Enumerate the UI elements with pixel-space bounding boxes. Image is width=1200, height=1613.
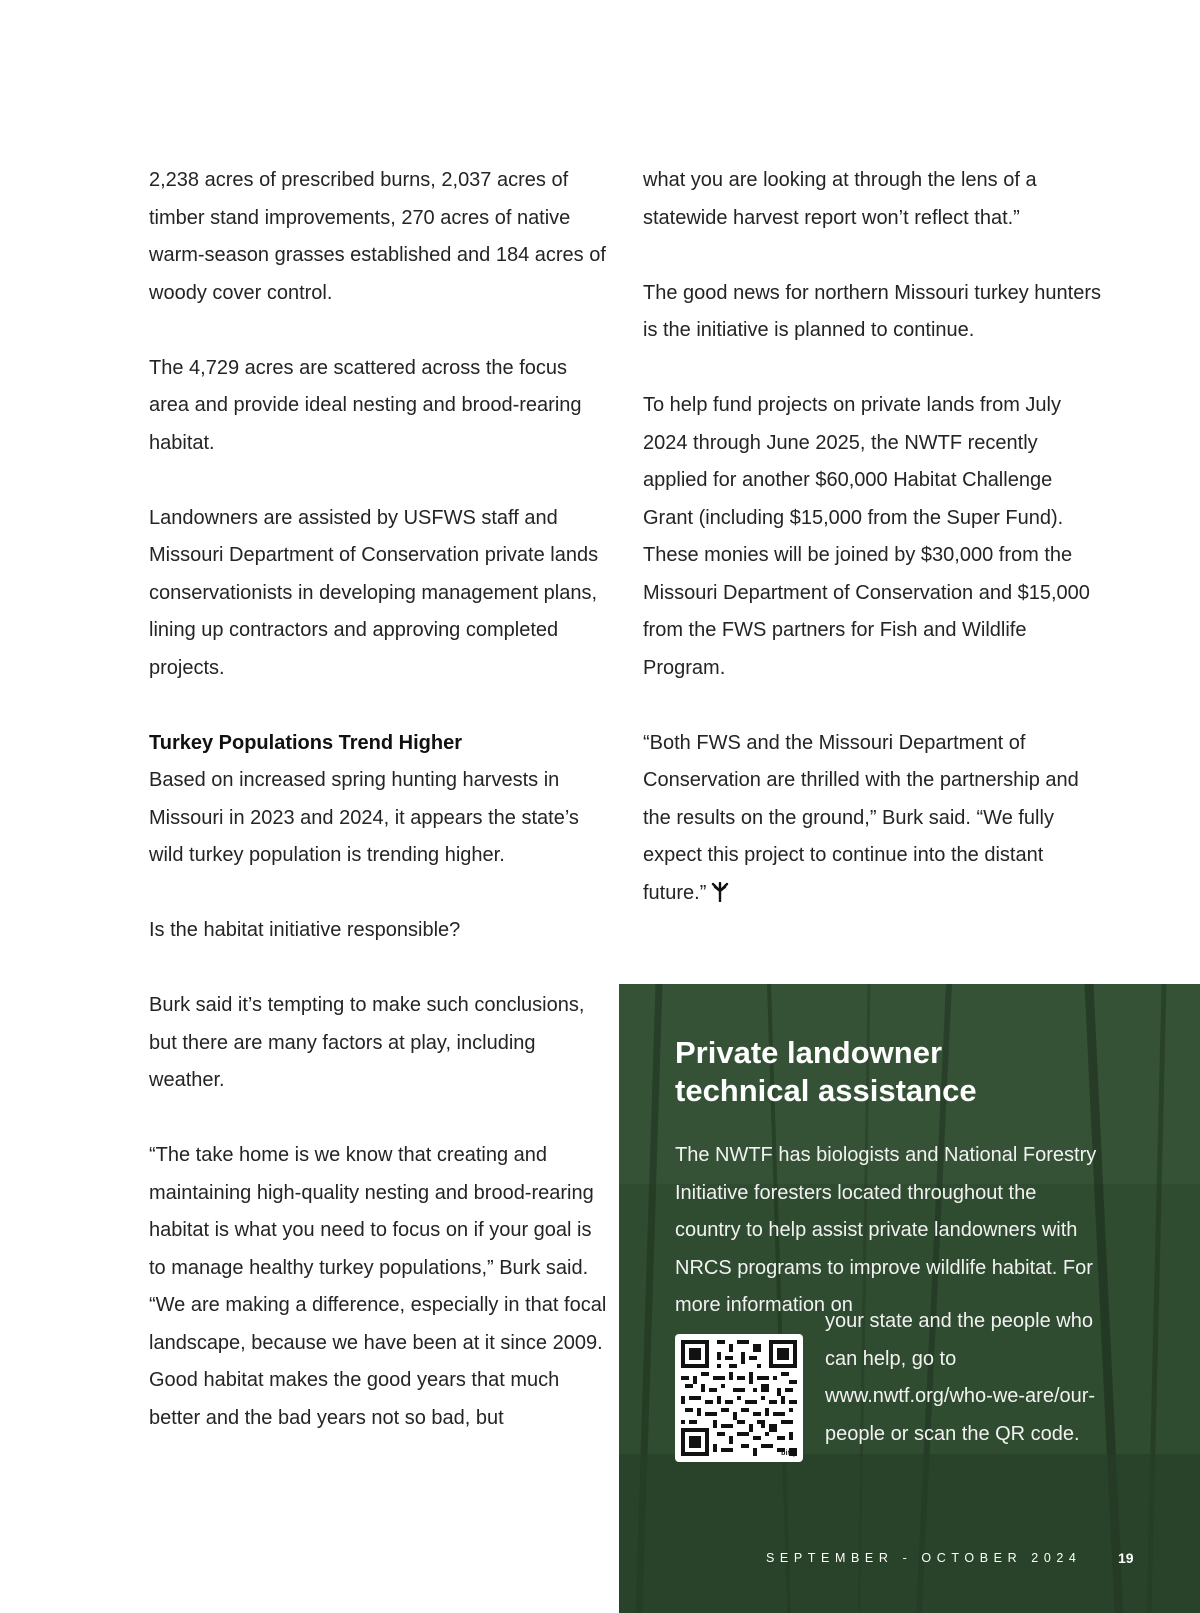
sidebar-paragraph: The NWTF has biologists and National Forestry Initiative foresters located throughout the country to help assist private landowners with NRCS programs to improve wildlife habitat. For more information on xyxy=(675,1144,1097,1316)
paragraph: To help fund projects on private lands from July 2024 through June 2025, the NWTF recently applied for another $60,000 Habitat Challenge Grant (including $15,000 from the Super Fund). These monies will be joined by $30,000 from the Missouri Department of Conservation and $15,000 from the FWS partners for Fish and Wildlife Program. xyxy=(643,394,1090,679)
right-column xyxy=(643,162,1103,912)
paragraph: Is the habitat initiative responsible? xyxy=(149,919,461,941)
paragraph-final xyxy=(643,725,1103,913)
paragraph: Based on increased spring hunting harvests in Missouri in 2023 and 2024, it appears the state’s wild turkey population is trending higher. xyxy=(149,769,579,866)
paragraph: 2,238 acres of prescribed burns, 2,037 acres of timber stand improvements, 270 acres of native warm-season grasses established and 184 acres of woody cover control. xyxy=(149,169,606,304)
page-number: 19 xyxy=(1118,1550,1134,1566)
sidebar-title xyxy=(675,1034,1155,1110)
section-subheading: Turkey Populations Trend Higher xyxy=(149,731,463,754)
issue-date: SEPTEMBER - OCTOBER 2024 xyxy=(766,1551,1082,1565)
left-column xyxy=(149,162,609,1437)
qr-code-pattern xyxy=(681,1340,797,1456)
sidebar-title-line2: technical assistance xyxy=(675,1073,977,1108)
sidebar-title-line1: Private landowner xyxy=(675,1035,943,1070)
paragraph: The good news for northern Missouri turkey hunters is the initiative is planned to continue. xyxy=(643,281,1101,341)
qr-brand-label: bitly xyxy=(781,1450,797,1457)
paragraph: “The take home is we know that creating and maintaining high-quality nesting and brood-rearing habitat is what you need to focus on if your goal is to manage healthy turkey populations,” Burk said. “We are making a difference, especially in that focal landscape, because we have been at it since 2009. Good habitat makes the good years that much better and the bad years not so bad, but xyxy=(149,1144,607,1429)
sidebar-paragraph-continued: your state and the people who can help, go to www.nwtf.org/who-we-are/our-people or scan the QR code. xyxy=(825,1310,1096,1445)
turkey-track-icon xyxy=(710,882,730,902)
paragraph: The 4,729 acres are scattered across the focus area and provide ideal nesting and brood-rearing habitat. xyxy=(149,356,582,454)
paragraph: Burk said it’s tempting to make such conclusions, but there are many factors at play, including weather. xyxy=(149,994,585,1091)
paragraph: Landowners are assisted by USFWS staff and Missouri Department of Conservation private lands conservationists in developing management plans, lining up contractors and approving completed projects. xyxy=(149,506,599,679)
paragraph: what you are looking at through the lens of a statewide harvest report won’t reflect that.” xyxy=(643,169,1037,229)
qr-code[interactable] xyxy=(675,1334,803,1462)
technical-assistance-sidebar xyxy=(619,984,1200,1613)
final-quote-text: “Both FWS and the Missouri Department of Conservation are thrilled with the partnership and the results on the ground,” Burk said. “We fully expect this project to continue into the distant future.” xyxy=(643,731,1079,904)
